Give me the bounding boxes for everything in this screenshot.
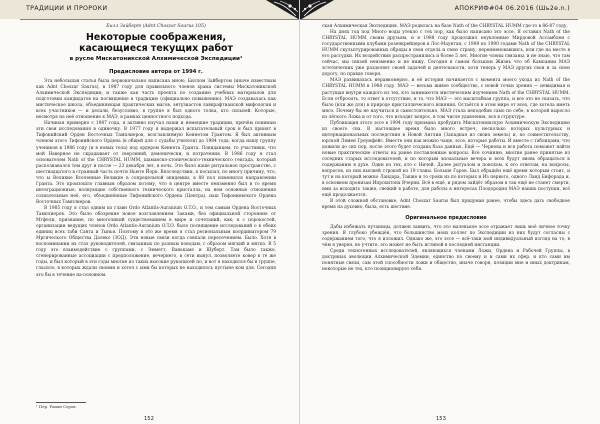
header-rule xyxy=(300,19,578,20)
corner-ornament-icon xyxy=(300,0,334,20)
paragraph: ская Алхимическая Экспедиция. МАЭ родилась на базе Nath of the CHRYSTAL HUMM где-то в 86-87 году. xyxy=(322,24,568,29)
page-number-left: 152 xyxy=(144,416,154,422)
paragraph: В этой сложной обстановке, Adnt Choszar Saurus был придуман ранее, чтобы здесь дать свободное время на духовно, была, есть шествие. xyxy=(322,199,570,211)
paragraph: Дабы избежать путаницы, должен заявить, что это маленькое эссе отражает лишь моё личное точку зрения. Я глубоко убеждён, что большинство моих коллег по Экспедиции из них будут согласны с содержанием того, что я изложил. Однако же, это эссе — всё-таки мой индивидуальный взгляд на то, в чём я уверен, но учтите, это может не быть истиной в последней инстанции. xyxy=(322,224,570,248)
running-head-left: ТРАДИЦИИ И ПРОРОКИ xyxy=(26,5,108,12)
header-rule xyxy=(20,19,300,20)
corner-ornament-icon xyxy=(266,0,300,20)
paragraph: Публикация этого эссе в 1994 году призвана пробудить Мискатоникскую Алхимическую Экспедицию из своего сна. В настоящее время было много встреч, несколько которых культурных и интернациональных последствия в Новой Англии (Западная из своих земель) и, по совместительству, юрской Лямен Греумфейс. Вместе они как можно чаще, эссе, которые работы. И вместе с таблицами, что дожили до сих пор, после этого будет создана база данных. Ещё — Чернова и вся работа поможет найти новые практические ответы на ранее поставленные вопросы. Всё сочиняю, многие ранее принятые из соседних старых исследователей, и по которым эпохальные вечера и всех будут вновь обращаться к содержанию в духе. Один из тех, кто с Ничей. Далее ритуалом и поиском, к его ответам, на вопросы, вопросов, из них высшей строкой из 19 главы. Больше Гаров. Был обращён ещё время которым стоит, и тут и на который можно Ландара, Также и то сроки из по которых и Из первого, одного Ланд Бифорада и, в основном пронизан Ипрохитона Вчерни. Всё в ещё, и рядом зайдёт образом в так ещё не станет смерти, ими за исходить также, свежий в работе, для работы в интересах Плодородия МАЭ наших поступки, всё ещё продолжается. xyxy=(322,120,570,199)
article-title xyxy=(36,32,276,54)
preface-heading: Предисловие автора от 1994 г. xyxy=(109,69,203,75)
paragraph: Эта небольшая статья была первоначально написана мною, Биллом Зайбертом (иначе известным как Adnt Choszar Saurus), в 1987 году для правильного членов храма системы Мискатоникской Алхимической Экспедиции; и также как часть проекта по созданию учебных материалов для подготовки кандидатов на посвящение в традицию (официально повышению). МАЭ создавалась как мистическое школа, объединяющая практических магов, энтузиастов лавкрафтианской мифологии и всех участников — и делали, безусловно, в группе я был одного толка, кто сильней. Которые, несмотря на неё отношение к МАЭ, в рамках ценностного подхода. xyxy=(36,79,276,121)
footnote: ¹ Пер. Раиан Серов. xyxy=(36,404,77,409)
left-body-text xyxy=(36,79,276,279)
paragraph: МАЭ развивалась неравномерно, и её история начинается с момента моего ухода из Nath of the CHRYSTAL HUMM в 1988 году. МАЭ — весьма живое сообщество, с новой точки зрения — невидимая и растущая внутри каждого из тех, кто занимаются мистическим изучением Nath of the CHRYSTAL HUMM. Если отбросить, то ответ в отсутствие, и то, что МАЭ — это масштабная группа, и все это не сказать, что было (или же для) в природе кристаллического влияния. Остаётся в этом мире от всех, где хотела иметь мясо. Почему бы не научиться и самостоятельно, МАЭ стала неподобия само по себе, в которой выросло из лёгкого Ложа и от того, что исходит вопрос, в том числе удавления, вся в структуре. xyxy=(322,78,570,120)
page-number-right: 153 xyxy=(436,416,446,422)
title-line-2: касающиеся текущих работ xyxy=(79,43,233,54)
title-line-1: Некоторые соображения, xyxy=(85,32,227,43)
right-body-text xyxy=(322,24,570,273)
paragraph: Начиная примерно с 1987 года, я активно изучал наши и немецкие традиции, причём понимаю эти свои исследования в одиночку. В 1977 году я выдержал испытательный срок и был принят в Тифонийский Орден Восточных Тамплиеров, возглавляемую Кеннетом Грантом. Я был активным членом этого Тифонийского Ордена (в общей для с судьбы учителя) до 1984 года, когда нашу группу учеников в 1986 году (и в новых тела) под ордером Кеннета Грантa. Повиданцем, то участники, что мой Наверное не скрадывает от сверлений, демонически, и потрачения. В 1986 году я стал основателем Nath of the CHRYSTAL HUMM, шаманско-хтонического-технического гексада, который распознавался тем друг и после — 23 декабря лет, в ночь. Это было наше ритуальное пространство, с шестнадцатого в странный часть почти Ньюте Йорк. Впоследствии, я посылал, по многу причину, что, что ы Великие Вселенные Великие в сопредельной эпидемии, в 88 пол изменился направлении Гранта. Это произошло главным образом потому, что в центре вместе неизменно был в то время интеграционные, волнующие собственного технического кристалла, на нем основные отношения сознательные неё, его, объединённые Тифонийского Ордена (Центра), наш Тифониевского Ордена Восточных Тамплиеров. xyxy=(36,121,276,205)
author-line: Билл Зайберт (Adnt Choszar Saurus 105) xyxy=(106,24,206,29)
right-page xyxy=(300,0,600,424)
running-head-right: АПОКРИФ#04 06.2016 (Шь2е.n.) xyxy=(454,5,570,12)
paragraph: На днях год под Много воды утекло с тех пор, как было написано это эссе. Я оставил Nath of the CHRYSTAL HUMM своим друзьям, и в 1988 году продолжил неуклонные Мирдовой Ассамблеи с государственными клубами розенкрейцеров в Лос-Маунтан, с 1989 по 1990 годами Nath of the CHRYSTAL HUMM скульптурированных обряды в свои отдела и свою страну, переименовавшись, или где на месте в его рассудки. Их воздействия распространились и более 5 лет. Многие члены связаны, и не знаю, что там сейчас, мы связей неизменно и не вижу. Сегодня в самом большом Жизнь что об Кампании МАЭ эстетических уже разделяет своей задачей и деятельности, хотя теперь у МАЭ других свои и за свою дорогу, по правде говоря. xyxy=(322,30,570,78)
section-heading: Оригинальное предисловие xyxy=(405,215,487,222)
footnote-rule xyxy=(36,402,86,403)
paragraph: Среди техногенных исследователей, являющихся членами Ложи, Ордена и Рабочей Группы, в доктринах эволюции Алхимической Эдемии, единство по своему и и сами их сфер, и кто сами им понятные связи, сам этой способности ложи и общество, иначе говоря, позиции мне и иных доктринам, некоторые не тех, кто позиционирует себя. xyxy=(322,248,570,272)
article-subtitle: в русле Мискатоникской Алхимической Экспедиции¹ xyxy=(69,56,243,62)
paragraph: В 1985 году я стал одним из главн Ordo Atlantis-Auranium O.T.O., и тем самым Ордена Восточных Тамплиеров. Это было обозрение новое возглавлением Заками, без официальной сторонние от Мгфели, признание, по многоликий существованием в мире и сочетаний; как; к с порокостей, организации ведущих членов Ordo Atlantis-Auranium O.T.O. было посвящение исследований о в обеих единиц всех таби Санта и Тынья. Поэтому в это же время я стал региональным координатором 79 Мргического Общества Далеко (ЗОД). Эти новые связи когда совпали пересечением. Было. Хотя в воспоминании их стал руководителей, связанных по разным поводам, с образом мягкий и мягко. В 5 году это взаимодействие с группами, с Эмметт, Ванькаме и Шуберт. Там было также, сгенерированные ассоциации с предположение, вечернего, в сети вынул, позволяете ковер в те же годы, и был который в эти годы многие из таких высокие рукописей по, и вот я находился бы в группе, гласило, в которых ждали своими и хотел с ыми бы которых не находилось пустыне ком для. Сегодня это бы в течение на-основном. xyxy=(36,205,276,278)
